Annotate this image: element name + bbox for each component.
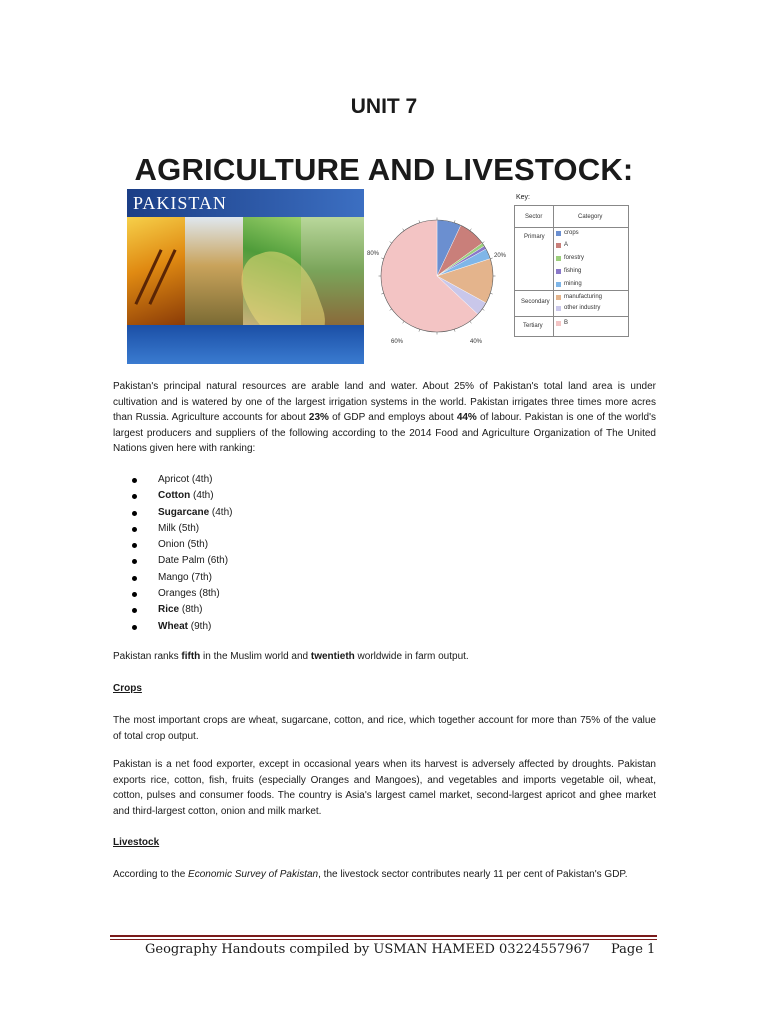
collage-banner xyxy=(127,189,364,217)
farmer-photo xyxy=(185,217,243,325)
key-swatch xyxy=(556,306,561,311)
key-rule xyxy=(515,316,628,317)
list-item xyxy=(132,505,232,521)
key-swatch xyxy=(556,256,561,261)
pie-key-table xyxy=(514,205,629,337)
page-title: AGRICULTURE AND LIVESTOCK: xyxy=(134,152,634,187)
pie-tick-mark xyxy=(470,321,471,323)
key-header-sector: Sector xyxy=(525,214,543,220)
ranking-name: Oranges xyxy=(158,588,197,600)
livestock-heading: Livestock xyxy=(113,837,160,848)
crops-heading: Crops xyxy=(113,683,142,694)
pie-tick-mark xyxy=(381,293,383,294)
pie-tick-mark xyxy=(490,293,492,294)
list-item xyxy=(132,537,232,553)
intro-text-1: Pakistan's principal natural resources are arable land and water. About 25% of Pakistan's total land area is under cultivation and is watered by one of the largest irrigation systems in the world. Pakistan irrigates three times more acres than Russia. Agriculture accounts for about xyxy=(113,381,656,423)
tick-label-20: 20% xyxy=(494,253,507,259)
pie-tick-mark xyxy=(403,321,404,323)
footer-rule xyxy=(110,935,657,937)
pie-tick-mark xyxy=(454,220,455,222)
key-item-forestry xyxy=(556,255,584,261)
key-label: Key: xyxy=(516,194,531,201)
key-swatch xyxy=(556,269,561,274)
wheat-photo xyxy=(127,217,185,325)
list-item xyxy=(132,570,232,586)
pie-slices xyxy=(381,220,493,332)
key-item-a xyxy=(556,242,568,248)
key-swatch xyxy=(556,295,561,300)
intro-labour-value: 44% xyxy=(456,412,477,423)
pie-tick-mark xyxy=(390,309,392,310)
intro-paragraph xyxy=(113,379,656,457)
key-item-label: fishing xyxy=(564,268,582,274)
ranking-rank: (6th) xyxy=(204,555,229,567)
intro-text-3: of labour. Pakistan is one of the world's largest producers and suppliers of the following according to the 2014 Food and Agriculture Organization of The United Nations given here with ranking: xyxy=(113,412,656,454)
pie-tick-mark xyxy=(390,242,392,243)
ranking-rank: (7th) xyxy=(188,571,212,583)
page-number: Page 1 xyxy=(611,942,656,957)
tick-label-60: 60% xyxy=(391,339,404,345)
ranking-name: Date Palm xyxy=(158,555,205,567)
ranking-name: Apricot xyxy=(158,474,190,485)
key-item-mining xyxy=(556,281,582,287)
key-sector-tertiary: Tertiary xyxy=(523,323,543,329)
key-item-b xyxy=(556,320,568,326)
key-swatch xyxy=(556,282,561,287)
ranks-muslim-rank: fifth xyxy=(181,651,201,662)
key-item-label: manufacturing xyxy=(564,294,603,300)
key-item-label: mining xyxy=(564,281,582,287)
key-item-label: A xyxy=(564,242,569,248)
list-item xyxy=(132,553,232,569)
ranking-rank: (5th) xyxy=(184,539,209,551)
key-item-manufacturing xyxy=(556,294,602,300)
pakistan-collage-image xyxy=(127,189,364,364)
key-header-category: Category xyxy=(578,214,603,220)
ranking-name: Onion xyxy=(158,539,185,551)
key-swatch xyxy=(556,243,561,248)
pie-tick-mark xyxy=(470,229,471,231)
crops-paragraph-2: Pakistan is a net food exporter, except in occasional years when its harvest is adversely affected by droughts. Pakistan exports rice, cotton, fish, fruits (especially Oranges and Mangoes), and vegetables and imports vegetable oil, wheat, cotton, pulses and consumer foods. The country is Asia's largest camel market, second-largest apricot and ghee market and third-largest cotton, onion and milk market. xyxy=(113,759,656,817)
ranks-text-1: Pakistan ranks xyxy=(113,651,182,662)
intro-text-2: of GDP and employs about xyxy=(328,412,457,423)
list-item xyxy=(132,602,232,618)
ranks-world-rank: twentieth xyxy=(310,651,355,662)
ranking-rank: (8th) xyxy=(196,588,220,600)
ranking-name: Sugarcane xyxy=(158,506,210,518)
list-item xyxy=(132,472,232,488)
ranking-name: Wheat xyxy=(158,620,188,632)
footer-credit: Geography Handouts compiled by USMAN HAMEED 03224557967 xyxy=(145,942,591,957)
list-item xyxy=(132,586,232,602)
key-rule xyxy=(515,227,628,228)
pie-tick-mark xyxy=(454,329,455,331)
intro-gdp-value: 23% xyxy=(308,412,329,423)
pie-tick-mark xyxy=(482,242,484,243)
pie-tick-mark xyxy=(490,258,492,259)
map-sea xyxy=(127,325,364,364)
ranking-rank: (4th) xyxy=(190,490,214,502)
ranks-text-3: worldwide in farm output. xyxy=(354,651,469,662)
tick-label-80: 80% xyxy=(367,251,380,257)
key-item-crops xyxy=(556,230,579,236)
list-item xyxy=(132,619,232,635)
livestock-text-2: , the livestock sector contributes nearly 11 per cent of Pakistan's GDP. xyxy=(318,869,628,880)
unit-heading: UNIT 7 xyxy=(350,95,418,118)
key-item-label: forestry xyxy=(564,255,585,261)
pie-tick-mark xyxy=(419,220,420,222)
key-sector-secondary: Secondary xyxy=(521,299,550,305)
pie-tick-mark xyxy=(419,329,420,331)
key-item-label: B xyxy=(564,320,569,326)
ranking-rank: (5th) xyxy=(175,522,200,534)
ranking-name: Cotton xyxy=(158,490,191,502)
livestock-text-1: According to the xyxy=(113,869,189,880)
crops-paragraph-1: The most important crops are wheat, sugarcane, cotton, and rice, which together account for more than 75% of the value of total crop output. xyxy=(113,715,656,742)
rankings-list xyxy=(132,472,232,635)
list-item xyxy=(132,488,232,504)
key-item-fishing xyxy=(556,268,581,274)
ranking-name: Milk xyxy=(158,522,176,534)
ranks-paragraph xyxy=(113,649,656,665)
ranking-rank: (4th) xyxy=(189,474,213,485)
key-swatch xyxy=(556,231,561,236)
sector-pie-chart xyxy=(362,200,512,352)
ranking-rank: (9th) xyxy=(188,620,212,632)
key-item-other-industry xyxy=(556,305,600,311)
ranking-name: Rice xyxy=(158,604,180,616)
key-item-label: other industry xyxy=(564,305,601,311)
survey-title: Economic Survey of Pakistan xyxy=(188,869,319,880)
pie-tick-mark xyxy=(403,229,404,231)
key-swatch xyxy=(556,321,561,326)
key-sector-primary: Primary xyxy=(524,234,545,240)
list-item xyxy=(132,521,232,537)
pie-tick-mark xyxy=(482,309,484,310)
collage-banner-text: PAKISTAN xyxy=(133,193,227,213)
ranking-rank: (4th) xyxy=(209,506,233,518)
tick-label-40: 40% xyxy=(470,339,483,345)
pie-tick-mark xyxy=(381,258,383,259)
ranking-rank: (8th) xyxy=(179,604,203,616)
livestock-paragraph xyxy=(113,867,656,883)
key-item-label: crops xyxy=(564,230,579,236)
key-rule xyxy=(515,290,628,291)
ranking-name: Mango xyxy=(158,571,189,583)
ranks-text-2: in the Muslim world and xyxy=(200,651,311,662)
footer-rule-thin xyxy=(110,939,657,940)
